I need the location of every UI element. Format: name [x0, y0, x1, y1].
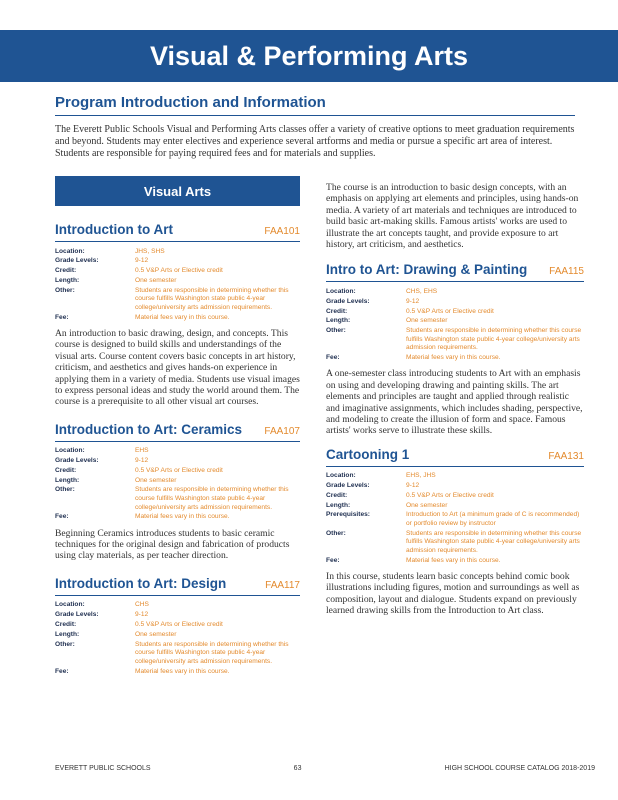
course-code: FAA117 [265, 579, 300, 591]
value-length: One semester [406, 317, 448, 325]
value-credit: 0.5 V&P Arts or Elective credit [135, 620, 223, 628]
label-grade: Grade Levels: [326, 482, 370, 490]
label-credit: Credit: [55, 466, 77, 474]
course-info [55, 601, 300, 677]
value-length: One semester [406, 501, 448, 509]
left-column [55, 176, 300, 677]
label-credit: Credit: [326, 307, 348, 315]
label-length: Length: [326, 501, 351, 509]
course-title: Intro to Art: Drawing & Painting [326, 262, 528, 278]
course-info [326, 472, 584, 566]
label-fee: Fee: [326, 354, 340, 362]
course-description: In this course, students learn basic concepts behind comic book illustrations including figures, motion and surroundings as well as composition, layout and dialogue. Students expand on previously learned drawing skills from the Introduction to Art class. [326, 571, 580, 617]
course-cartooning [326, 447, 584, 617]
right-column [326, 182, 584, 617]
label-fee: Fee: [55, 667, 69, 675]
course-divider [326, 281, 584, 282]
label-fee: Fee: [326, 556, 340, 564]
course-title: Cartooning 1 [326, 446, 410, 462]
value-location: EHS [135, 447, 149, 455]
course-code: FAA131 [548, 450, 584, 462]
course-divider [55, 241, 300, 242]
label-other: Other: [55, 640, 75, 648]
label-length: Length: [55, 630, 80, 638]
value-other: Students are responsible in determining whether this course fulfills Washington state public 4-year college/university arts admission requirements. [135, 286, 289, 311]
course-info [55, 247, 300, 323]
footer-district: EVERETT PUBLIC SCHOOLS [55, 765, 151, 772]
label-other: Other: [326, 529, 346, 537]
design-description: The course is an introduction to basic design concepts, with an emphasis on applying art elements and principles, using hands-on media. A variety of art materials and techniques are introduced to build basic art-making skills. Famous artists' works are used to illustrate the art concepts taught, and provide exposure to art history, art criticism, and aesthetics. [326, 182, 579, 251]
course-description: A one-semester class introducing students to Art with an emphasis on using and developing drawing and painting skills. The art elements and principles are taught and applied through realistic and imaginative assignments, which includes shading, perspective, and modeling to create the illusion of form and space. Famous artists' works serve to illustrate these skills. [326, 368, 583, 437]
course-title: Introduction to Art: Design [55, 575, 227, 591]
value-fee: Material fees vary in this course. [135, 667, 230, 675]
value-grade: 9-12 [406, 297, 420, 305]
course-drawing-painting [326, 262, 584, 436]
course-divider [55, 441, 300, 442]
section-bar [55, 176, 300, 206]
label-location: Location: [55, 247, 85, 255]
value-location: EHS, JHS [406, 472, 436, 480]
page-title: Visual & Performing Arts [149, 40, 469, 71]
label-location: Location: [326, 288, 356, 296]
label-location: Location: [326, 472, 356, 480]
course-description: Beginning Ceramics introduces students to basic ceramic techniques for the original design and fabrication of products using clay materials, as per teacher direction. [55, 527, 290, 562]
value-length: One semester [135, 276, 177, 284]
value-length: One semester [135, 476, 177, 484]
course-intro-to-art [55, 222, 300, 408]
value-grade: 9-12 [406, 482, 420, 490]
label-other: Other: [55, 486, 75, 494]
value-credit: 0.5 V&P Arts or Elective credit [406, 491, 494, 499]
label-credit: Credit: [326, 491, 348, 499]
program-divider [55, 115, 575, 116]
label-other: Other: [326, 327, 346, 335]
course-title: Introduction to Art [55, 222, 173, 237]
page-number: 63 [293, 765, 302, 772]
label-length: Length: [55, 476, 80, 484]
label-grade: Grade Levels: [55, 257, 99, 265]
course-divider [55, 595, 300, 596]
course-code: FAA101 [264, 226, 300, 237]
label-length: Length: [55, 276, 80, 284]
value-credit: 0.5 V&P Arts or Elective credit [135, 267, 223, 275]
section-title: Visual Arts [143, 183, 212, 199]
course-description: An introduction to basic drawing, design, and concepts. This course is designed to build skills and understandings of the visual arts. Course content covers basic concepts in art history, criticism, and aesthetics and gives hands-on experience in applying them in a variety of media. Students use visual images to express personal ideas and study the world around them. The course is a prerequisite to all other visual art courses. [55, 327, 300, 408]
value-grade: 9-12 [135, 611, 149, 619]
course-code: FAA115 [549, 266, 584, 278]
course-info [55, 447, 300, 523]
label-location: Location: [55, 601, 85, 609]
label-credit: Credit: [55, 620, 77, 628]
value-other: Students are responsible in determining whether this course fulfills Washington state public 4-year college/university arts admission requirements. [406, 327, 582, 352]
label-grade: Grade Levels: [55, 457, 99, 465]
value-other: Students are responsible in determining whether this course fulfills Washington state public 4-year college/university arts admission requirements. [135, 640, 289, 665]
value-location: CHS, EHS [406, 288, 438, 296]
label-grade: Grade Levels: [55, 611, 99, 619]
value-fee: Material fees vary in this course. [406, 556, 501, 564]
value-prereq: Introduction to Art (a minimum grade of C is recommended) or portfolio review by instructor [406, 511, 580, 528]
course-divider [326, 466, 584, 467]
course-design [55, 576, 300, 677]
label-length: Length: [326, 317, 351, 325]
value-fee: Material fees vary in this course. [406, 354, 501, 362]
footer-catalog: HIGH SCHOOL COURSE CATALOG 2018-2019 [444, 765, 595, 772]
label-location: Location: [55, 447, 85, 455]
label-fee: Fee: [55, 313, 69, 321]
course-ceramics [55, 422, 300, 562]
course-info [326, 287, 584, 363]
course-code: FAA107 [264, 425, 300, 437]
value-fee: Material fees vary in this course. [135, 513, 230, 521]
label-credit: Credit: [55, 267, 77, 275]
label-fee: Fee: [55, 513, 69, 521]
value-location: CHS [135, 601, 149, 609]
label-grade: Grade Levels: [326, 297, 370, 305]
value-length: One semester [135, 630, 177, 638]
label-prereq: Prerequisites: [326, 511, 370, 519]
value-fee: Material fees vary in this course. [135, 313, 230, 321]
value-credit: 0.5 V&P Arts or Elective credit [135, 466, 223, 474]
value-credit: 0.5 V&P Arts or Elective credit [406, 307, 494, 315]
label-other: Other: [55, 286, 75, 294]
program-intro: The Everett Public Schools Visual and Performing Arts classes offer a variety of creative options to meet graduation requirements and beyond. Students may enter electives and experience several artforms and media or pursue a specific art area of interest. Students are responsible for paying required fees and for materials and supplies. [55, 124, 575, 159]
page-banner [0, 30, 618, 82]
course-title: Introduction to Art: Ceramics [55, 421, 243, 437]
value-other: Students are responsible in determining whether this course fulfills Washington state public 4-year college/university arts admission requirements. [135, 486, 289, 511]
value-grade: 9-12 [135, 457, 149, 465]
value-grade: 9-12 [135, 257, 149, 265]
program-heading: Program Introduction and Information [55, 94, 326, 111]
value-location: JHS, SHS [135, 247, 165, 255]
value-other: Students are responsible in determining whether this course fulfills Washington state public 4-year college/university arts admission requirements. [406, 529, 582, 555]
page-footer [55, 765, 595, 772]
